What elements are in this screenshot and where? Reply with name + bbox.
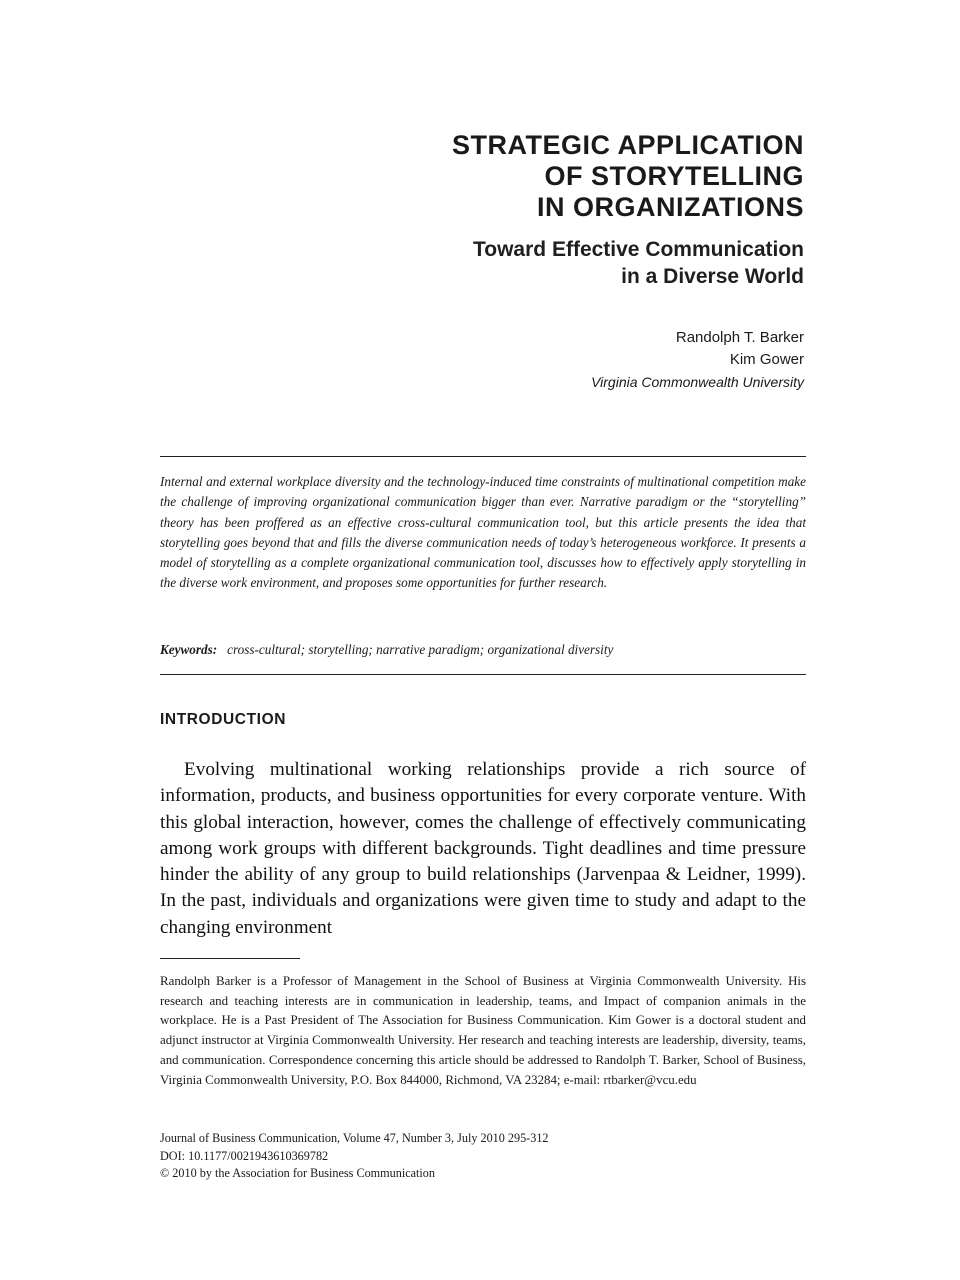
keywords-label: Keywords: [160,642,218,657]
journal-doi: DOI: 10.1177/0021943610369782 [160,1148,329,1163]
abstract-top-rule [160,456,806,457]
author-name: Randolph T. Barker [675,329,804,346]
author-name: Kim Gower [729,351,804,368]
keywords-list: cross-cultural; storytelling; narrative paradigm; organizational diversity [227,642,614,657]
subtitle-line: in a Diverse World [621,265,804,288]
article-title [244,130,804,223]
abstract-bottom-rule [160,674,806,675]
journal-info [160,1130,806,1183]
author-affiliation: Virginia Commonwealth University [591,374,804,390]
footnote-rule [160,958,300,959]
title-line: OF STORYTELLING [544,161,804,191]
author-footnote: Randolph Barker is a Professor of Management in the School of Business at Virginia Commonwealth University. His research and teaching interests are in communication in leadership, teams, and Impact of companion animals in the workplace. He is a Past President of The Association for Business Communication. Kim Gower is a doctoral student and adjunct instructor at Virginia Commonwealth University. Her research and teaching interests are leadership, diversity, teams, and communication. Correspondence concerning this article should be addressed to Randolph T. Barker, School of Business, Virginia Commonwealth University, P.O. Box 844000, Richmond, VA 23284; e-mail: rtbarker@vcu.edu [160,974,806,1087]
introduction-paragraph: Evolving multinational working relationships provide a rich source of information, products, and business opportunities for every corporate venture. With this global interaction, however, comes the challenge of effectively communicating among work groups with different backgrounds. Tight deadlines and time pressure hinder the ability of any group to build relationships (Jarvenpaa & Leidner, 1999). In the past, individuals and organizations were given time to study and adapt to the changing environment [160,759,806,938]
section-heading-introduction: INTRODUCTION [160,711,287,728]
journal-copyright: © 2010 by the Association for Business Communication [160,1166,435,1180]
subtitle-line: Toward Effective Communication [473,238,804,261]
abstract-text: Internal and external workplace diversity and the technology-induced time constraints of multinational competition make the challenge of improving organizational communication bigger than ever. Narrative paradigm or the “storytelling” theory has been proffered as an effective cross-cultural communication tool, but this article presents the idea that storytelling goes beyond that and fills the diverse communication needs of today’s heterogeneous workforce. It presents a model of storytelling as a complete organizational communication tool, discusses how to effectively apply storytelling in the diverse work environment, and proposes some opportunities for further research. [160,474,806,591]
journal-citation: Journal of Business Communication, Volume 47, Number 3, July 2010 295-312 [160,1131,549,1145]
article-subtitle [284,236,804,290]
author-block [404,327,804,393]
title-line: IN ORGANIZATIONS [537,192,804,222]
keywords-line [160,640,806,660]
title-line: STRATEGIC APPLICATION [452,130,804,160]
